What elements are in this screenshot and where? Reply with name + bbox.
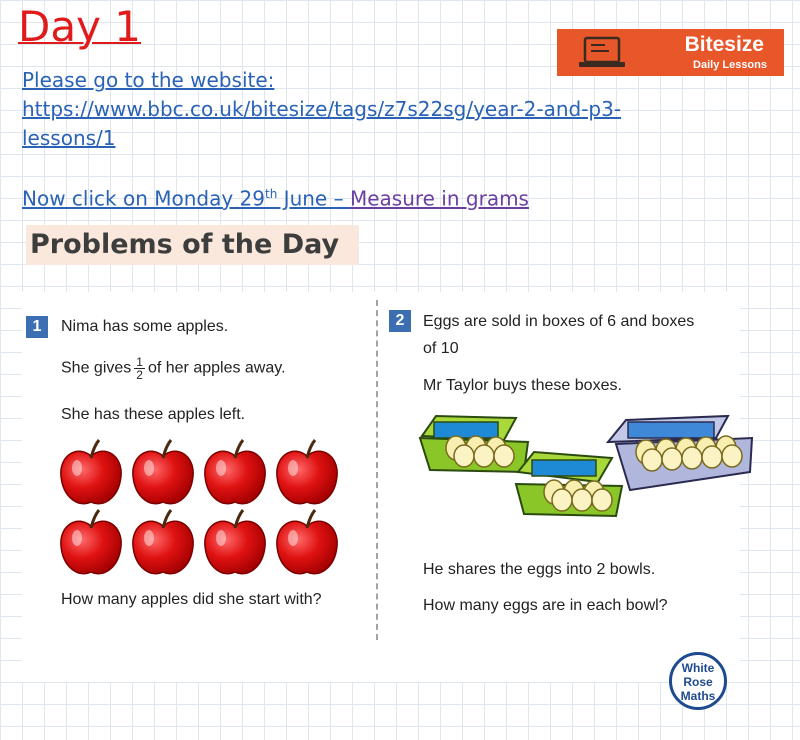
laptop-icon [575, 32, 635, 76]
fraction-denominator: 2 [136, 368, 143, 382]
instruction-line: Please go to the website: [22, 68, 275, 92]
q1-line1: Nima has some apples. [61, 318, 229, 335]
q1-line2-suffix: of her apples away. [147, 359, 286, 377]
problems-of-the-day-title: Problems of the Day [26, 225, 359, 265]
question-2-badge: 2 [389, 310, 411, 332]
bitesize-title: Bitesize [684, 33, 764, 56]
egg-boxes-illustration [416, 412, 756, 527]
q2-line3: Mr Taylor buys these boxes. [423, 377, 622, 394]
day-title: Day 1 [18, 2, 142, 51]
egg-box-6-middle [516, 452, 622, 516]
apple-icon [205, 510, 265, 574]
date-suffix: th [265, 187, 278, 201]
egg-box-10 [608, 416, 752, 490]
apple-icon [205, 440, 265, 504]
q1-line2-prefix: She gives [61, 359, 132, 377]
q1-question: How many apples did she start with? [61, 591, 322, 608]
bitesize-subtitle: Daily Lessons [693, 59, 767, 71]
q1-line2 [61, 356, 286, 381]
apple-icon [133, 510, 193, 574]
now-middle: June – [277, 186, 350, 211]
q2-line2: of 10 [423, 340, 459, 357]
one-half-fraction [134, 356, 145, 381]
apple-icon [61, 510, 121, 574]
now-prefix: Now click on Monday 29 [22, 186, 265, 211]
lesson-instruction [22, 180, 529, 214]
apples-illustration [56, 434, 346, 584]
logo-line1: White [681, 661, 715, 675]
q2-question: How many eggs are in each bowl? [423, 597, 668, 614]
website-link-line2[interactable]: lessons/1 [22, 126, 116, 150]
q2-line1: Eggs are sold in boxes of 6 and boxes [423, 313, 695, 330]
white-rose-maths-logo [669, 652, 727, 710]
question-1-badge: 1 [26, 316, 48, 338]
apple-icon [61, 440, 121, 504]
apple-icon [133, 440, 193, 504]
logo-line2: Rose [683, 675, 713, 689]
q2-line4: He shares the eggs into 2 bowls. [423, 561, 656, 578]
logo-line3: Maths [680, 689, 716, 703]
measure-in-grams-link[interactable]: Measure in grams [349, 186, 529, 211]
egg-box-6-left [420, 416, 528, 472]
website-link-line1[interactable]: https://www.bbc.co.uk/bitesize/tags/z7s22sg/year-2-and-p3- [22, 97, 622, 121]
apple-group [61, 440, 337, 574]
bitesize-banner [557, 29, 784, 76]
panel-divider [376, 300, 378, 640]
q1-line3: She has these apples left. [61, 406, 246, 423]
apple-icon [277, 440, 337, 504]
apple-icon [277, 510, 337, 574]
fraction-numerator: 1 [136, 355, 143, 369]
